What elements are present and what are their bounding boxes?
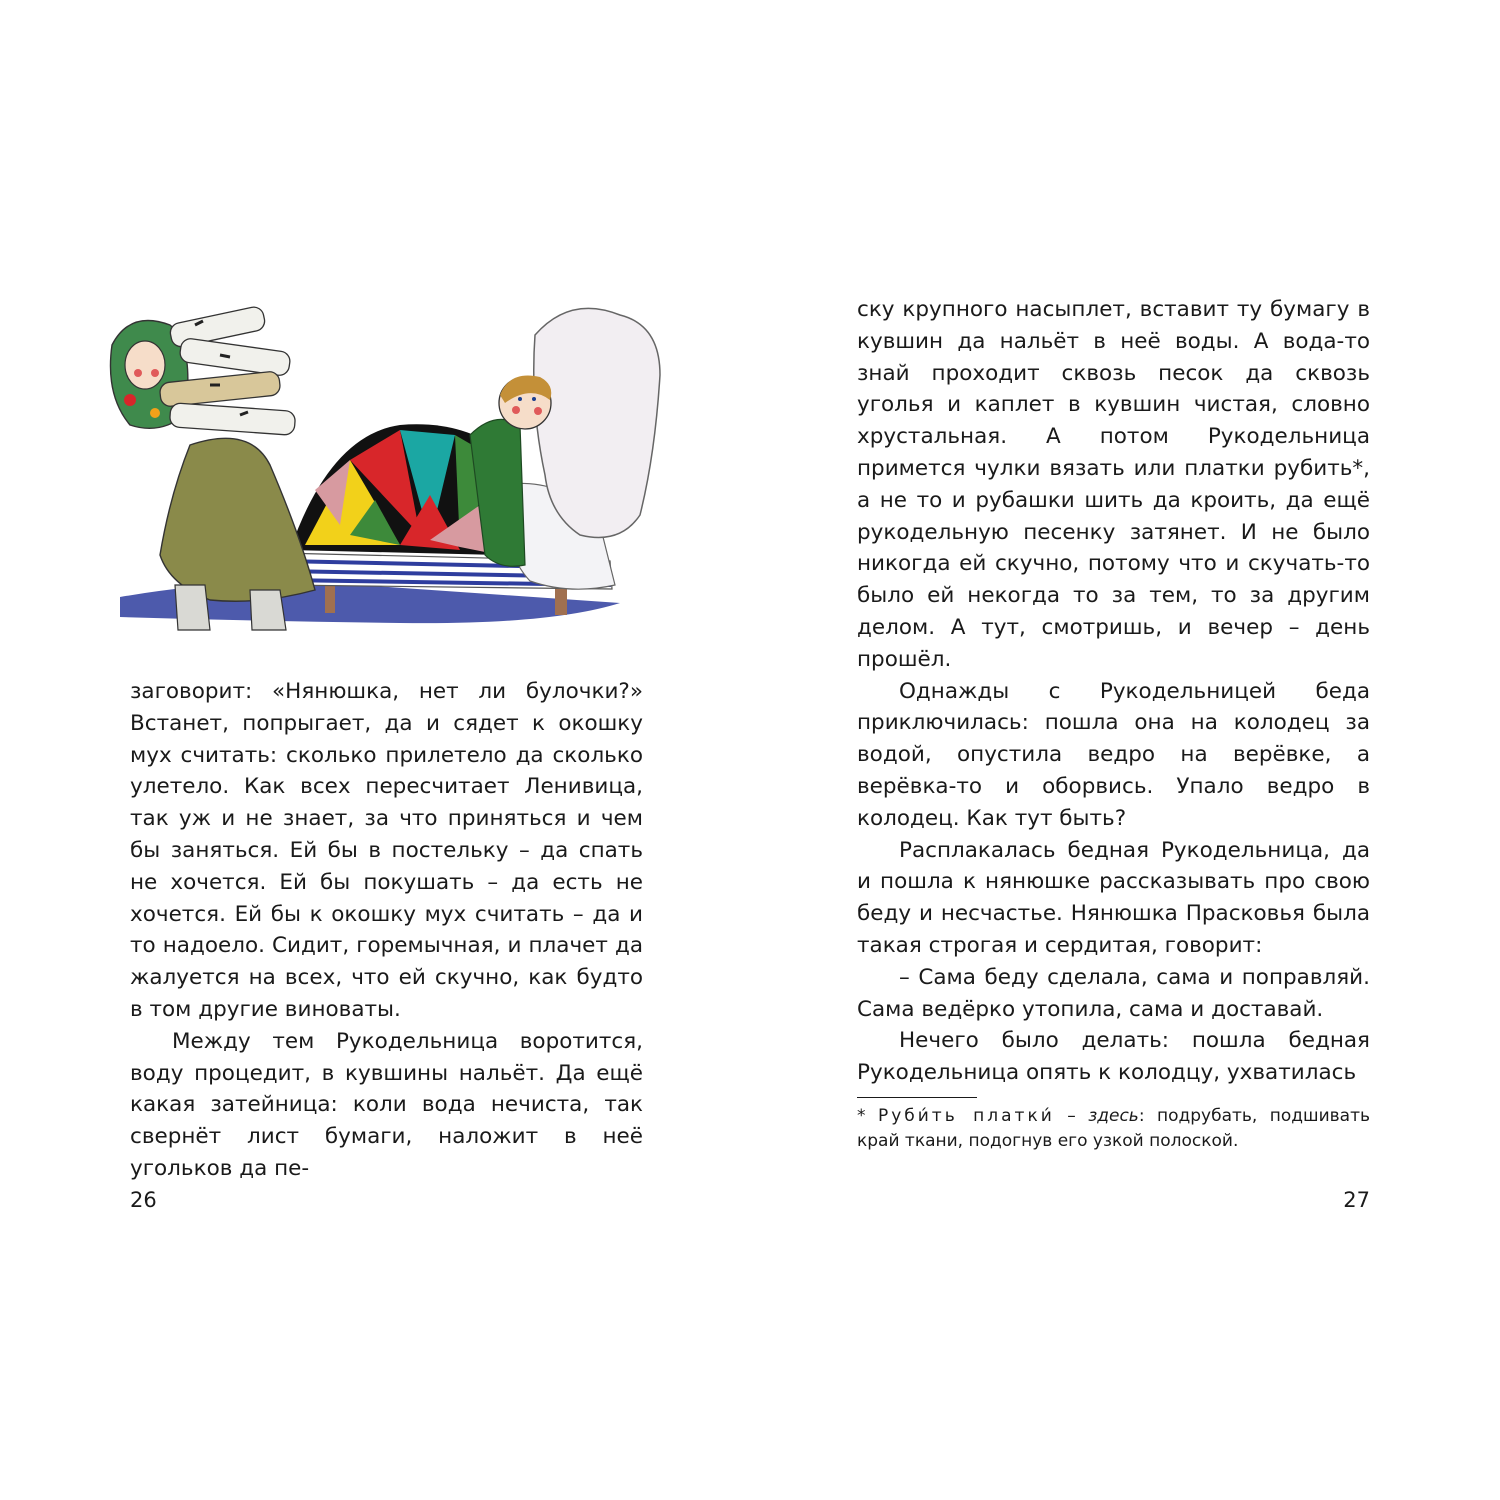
paragraph: ску крупного насыплет, вставит ту бумагу в кувшин да нальёт в неё воды. А вода-то знай проходит сквозь песок да сквозь уголья и каплет в кувшин чистая, словно хрустальная. А потом Рукодельница примется чулки вязать или платки рубить*, а не то и рубашки шить да кроить, да ещё рукодельную песенку затянет. И не было никогда ей скучно, потому что и скучать-то было ей некогда то за тем, то за другим делом. А тут, смотришь, и вечер – день прошёл. bbox=[857, 297, 1370, 672]
pillow bbox=[534, 308, 660, 537]
paragraph: – Сама беду сделала, сама и поправляй. Сама ведёрко утопила, сама и доставай. bbox=[857, 964, 1370, 1022]
paragraph: Между тем Рукодельница воротится, воду процедит, в кувшины нальёт. Да ещё какая затейница: коли вода нечиста, так свернёт лист бумаги, наложит в неё угольков да пе- bbox=[130, 1028, 643, 1181]
scarf-dot bbox=[124, 394, 136, 406]
footnote-dash: – bbox=[1067, 1106, 1076, 1126]
scarf-dot bbox=[150, 408, 160, 418]
bed-leg bbox=[555, 585, 567, 615]
right-page bbox=[750, 0, 1500, 1500]
paragraph: Расплакалась бедная Рукодельница, да и пошла к нянюшке рассказывать про свою беду и несчастье. Нянюшка Прасковья была такая строгая и сердитая, говорит: bbox=[857, 837, 1370, 958]
footnote-divider bbox=[857, 1097, 977, 1098]
sleeping-child bbox=[499, 375, 551, 429]
patchwork-quilt bbox=[290, 424, 500, 555]
nanny-coat bbox=[160, 438, 315, 601]
nanny-boot bbox=[175, 585, 210, 630]
left-page-text bbox=[130, 676, 643, 1185]
footnote-term: Руби́ть платки́ bbox=[877, 1106, 1055, 1126]
nanny-face bbox=[125, 341, 165, 389]
footnote-marker: * bbox=[857, 1106, 866, 1126]
page-number-right: 27 bbox=[1343, 1188, 1370, 1212]
footnote-definition: : подрубать, подшивать край ткани, подогнув его узкой полоской. bbox=[857, 1106, 1371, 1151]
bed-leg bbox=[325, 585, 335, 613]
story-illustration bbox=[100, 285, 670, 645]
nanny-boot bbox=[250, 590, 286, 630]
right-page-text bbox=[857, 294, 1370, 1089]
page-number-left: 26 bbox=[130, 1188, 157, 1212]
paragraph: заговорит: «Нянюшка, нет ли булочки?» Встанет, попрыгает, да и сядет к окошку мух считать: сколько прилетело да сколько улетело. Как всех пересчитает Ленивица, так уж и не знает, за что приняться и чем бы заняться. Ей бы в постельку – да спать не хочется. Ей бы покушать – да есть не хочется. Ей бы к окошку мух считать – да и то надоело. Сидит, горемычная, и плачет да жалуется на всех, что ей скучно, как будто в том другие виноваты. bbox=[130, 679, 643, 1022]
footnote-qualifier: здесь bbox=[1088, 1106, 1139, 1126]
paragraph: Нечего было делать: пошла бедная Рукодельница опять к колодцу, ухватилась bbox=[857, 1028, 1370, 1086]
paragraph: Однажды с Рукодельницей беда приключилась: пошла она на колодец за водой, опустила ведро на верёвке, а верёвка-то и оборвись. Упало ведро в колодец. Как тут быть? bbox=[857, 678, 1370, 831]
footnote bbox=[857, 1104, 1370, 1154]
